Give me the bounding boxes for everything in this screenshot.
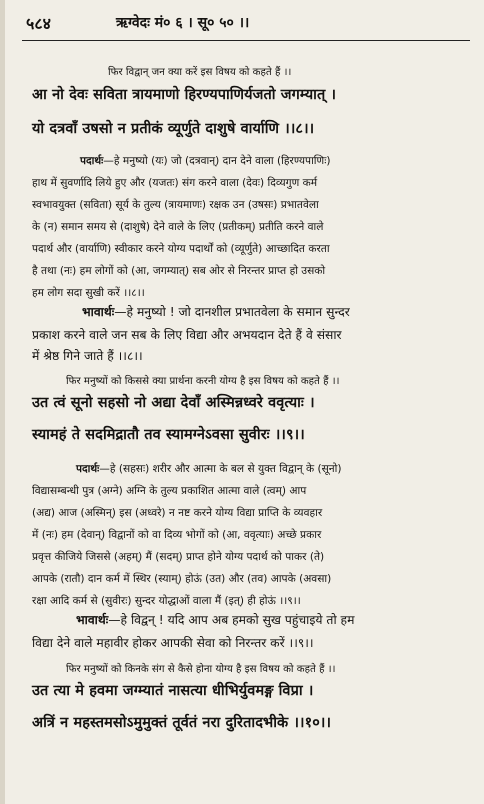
padartha-line: पदार्थः—हे (सहसः) शरीर और आत्मा के बल से युक्त विद्वान् के (सूनो) (76, 463, 342, 475)
header-rule (22, 40, 470, 41)
verse-line: आ नो देवः सविता त्रायमाणो हिरण्यपाणिर्यजतो जगम्यात् । (32, 87, 337, 103)
section-intro: फिर मनुष्यों को किनके संग से कैसे होना योग्य है इस विषय को कहते हैं ।। (66, 664, 336, 675)
padartha-line: पदार्थः—हे मनुष्यो (यः) जो (दत्रवान्) दान देने वाला (हिरण्यपाणिः) (80, 155, 331, 167)
padartha-line: स्वभावयुक्त (सविता) सूर्य के तुल्य (त्रायमाणः) रक्षक उन (उषसः) प्रभातवेला (32, 199, 319, 211)
padartha-line: (अद्य) आज (अस्मिन्) इस (अध्वरे) न नष्ट करने योग्य विद्या प्राप्ति के व्यवहार (32, 507, 323, 519)
padartha-line: प्रवृत्त कीजिये जिससे (अहम्) मैं (सदम्) प्राप्त होने योग्य पदार्थ को पाकर (ते) (32, 551, 325, 563)
page-number: ५८४ (26, 14, 51, 33)
bhavartha-line: भावार्थः—हे मनुष्यो ! जो दानशील प्रभातवेला के समान सुन्दर (82, 305, 350, 319)
padartha-line: रक्षा आदि कर्म से (सुवीरः) सुन्दर योद्धाओं वाला मैं (इत्) ही होऊं ।।९।। (32, 595, 301, 607)
verse-line: स्यामहं ते सदमिद्रातौ तव स्यामग्नेऽवसा सुवीरः ।।९।। (32, 427, 305, 443)
padartha-line: आपके (रातौ) दान कर्म में स्थिर (स्याम्) होऊं (उत) और (तव) आपके (अवसा) (32, 573, 332, 585)
padartha-line: पदार्थ और (वार्याणि) स्वीकार करने योग्य पदार्थों को (व्यूर्णुते) आच्छादित करता (32, 243, 330, 255)
section-intro: फिर मनुष्यों को किससे क्या प्रार्थना करनी योग्य है इस विषय को कहते हैं ।। (66, 376, 340, 387)
padartha-label: पदार्थः (80, 155, 104, 167)
padartha-line: विद्यासम्बन्धी पुत्र (अग्ने) अग्नि के तुल्य प्रकाशित आत्मा वाले (त्वम्) आप (32, 485, 307, 497)
verse-line: अत्रिं न महस्तमसोऽमुमुक्तं तूर्वतं नरा दुरितादभीके ।।१०।। (32, 715, 332, 731)
padartha-line: हाथ में सुवर्णादि लिये हुए और (यजतः) संग करने वाला (देवः) दिव्यगुण कर्म (32, 177, 318, 189)
bhavartha-label: भावार्थः (76, 613, 109, 627)
padartha-label: पदार्थः (76, 463, 100, 475)
bhavartha-label: भावार्थः (82, 305, 115, 319)
verse-line: उत त्वं सूनो सहसो नो अद्या देवाँ अस्मिन्नध्वरे ववृत्याः । (32, 395, 315, 411)
page-left-edge (0, 0, 5, 804)
bhavartha-line: भावार्थः—हे विद्वन् ! यदि आप अब हमको सुख पहुंचाइये तो हम (76, 613, 355, 627)
padartha-line: में (नः) हम (देवान्) विद्वानों को वा दिव्य भोगों को (आ, ववृत्याः) अच्छे प्रकार (32, 529, 322, 541)
verse-line: यो दत्रवाँ उषसो न प्रतीकं व्यूर्णुते दाशुषे वार्याणि ।।८।। (32, 121, 315, 137)
section-intro: फिर विद्वान् जन क्या करें इस विषय को कहते हैं ।। (108, 67, 292, 78)
page-header (26, 12, 466, 34)
bhavartha-line: में श्रेष्ठ गिने जाते हैं ।।८।। (32, 349, 143, 363)
padartha-line: हम लोग सदा सुखी करें ।।८।। (32, 287, 145, 299)
verse-line: उत त्या मे हवमा जग्म्यातं नासत्या धीभिर्युवमङ्ग विप्रा । (32, 683, 314, 699)
running-title: ऋग्वेदः मं० ६ । सू० ५० ।। (116, 15, 250, 31)
bhavartha-line: प्रकाश करने वाले जन सब के लिए विद्या और अभयदान देते हैं वे संसार (32, 328, 342, 342)
bhavartha-line: विद्या देने वाले महावीर होकर आपकी सेवा को निरन्तर करें ।।९।। (32, 636, 314, 650)
padartha-line: के (न) समान समय से (दाशुषे) देने वाले के लिए (प्रतीकम्) प्रतीति करने वाले (32, 221, 324, 233)
padartha-line: है तथा (नः) हम लोगों को (आ, जगम्यात्) सब ओर से निरन्तर प्राप्त हो उसको (32, 265, 326, 277)
